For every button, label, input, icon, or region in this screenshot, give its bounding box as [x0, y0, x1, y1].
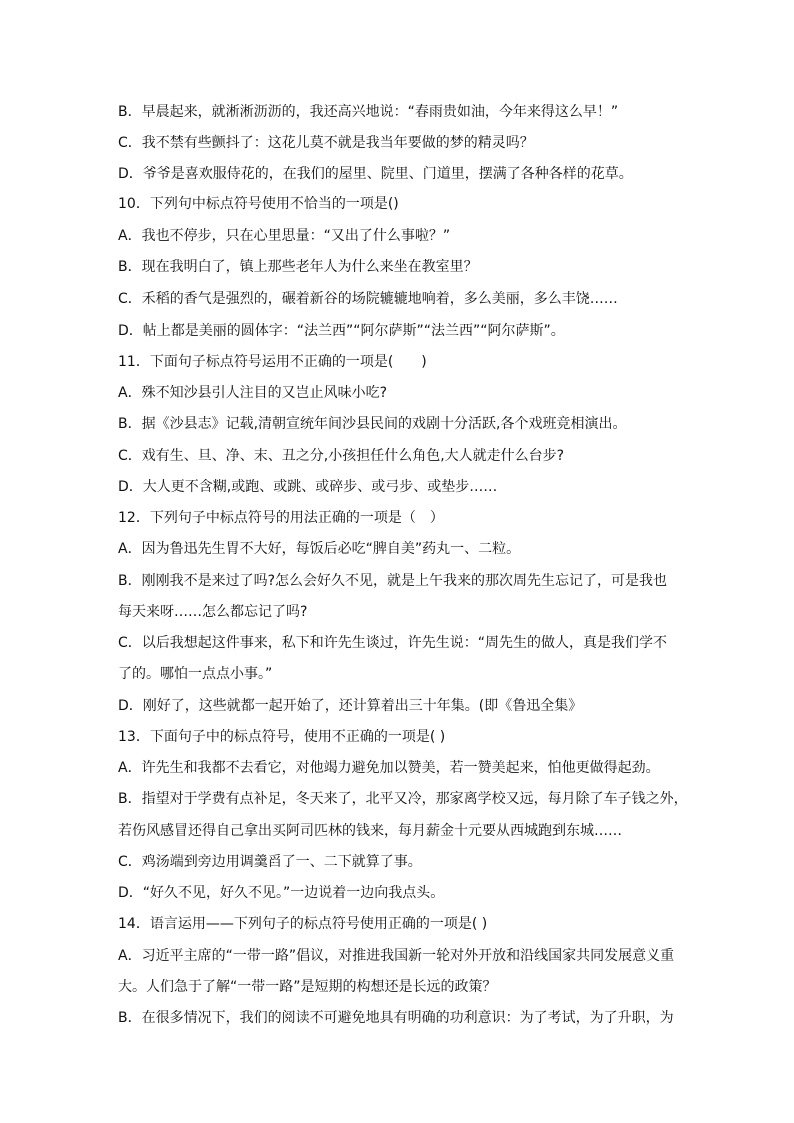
text-line: C．戏有生、旦、净、末、丑之分,小孩担任什么角色,大人就走什么台步?: [118, 448, 565, 464]
text-line: A．习近平主席的“一带一路”倡议，对推进我国新一轮对外开放和沿线国家共同发展意义重: [118, 948, 675, 964]
question-11-stem: 11．下面句子标点符号运用不正确的一项是( ): [118, 354, 427, 370]
text-line: A．许先生和我都不去看它，对他竭力避免加以赞美，若一赞美起来，怕他更做得起劲。: [118, 760, 660, 776]
text-line: B．在很多情况下，我们的阅读不可避免地具有明确的功利意识：为了考试，为了升职，为: [118, 1010, 674, 1026]
text-line: B．据《沙县志》记载,清朝宣统年间沙县民间的戏剧十分活跃,各个戏班竞相演出。: [118, 416, 627, 432]
text-line: D．爷爷是喜欢服侍花的，在我们的屋里、院里、门道里，摆满了各种各样的花草。: [118, 166, 633, 182]
text-line: C．以后我想起这件事来，私下和许先生谈过，许先生说：“周先生的做人，真是我们学不: [118, 635, 668, 651]
text-line: B．指望对于学费有点补足，冬天来了，北平又冷，那家离学校又远，每月除了车子钱之外，: [118, 791, 688, 807]
text-line: D．帖上都是美丽的圆体字：“法兰西”“阿尔萨斯”“法兰西”“阿尔萨斯”。: [118, 323, 565, 339]
text-line: 了的。哪怕一点点小事。”: [118, 666, 273, 682]
text-line: D．大人更不含糊,或跑、或跳、或碎步、或弓步、或垫步……: [118, 479, 498, 495]
text-line: B．早晨起来，就淅淅沥沥的，我还高兴地说：“春雨贵如油，今年来得这么早！”: [118, 104, 619, 120]
text-line: A．我也不停步，只在心里思量：“又出了什么事啦？”: [118, 228, 451, 244]
text-line: A．因为鲁迅先生胃不大好，每饭后必吃“脾自美”药丸一、二粒。: [118, 541, 521, 557]
text-line: D．“好久不见，好久不见。”一边说着一边向我点头。: [118, 885, 445, 901]
question-14-stem: 14．语言运用——下列句子的标点符号使用正确的一项是( ): [118, 916, 488, 932]
text-line: D．刚好了，这些就都一起开始了，还计算着出三十年集。(即《鲁迅全集》: [118, 698, 583, 714]
text-line: C．禾稻的香气是强烈的，碾着新谷的场院辘辘地响着，多么美丽，多么丰饶……: [118, 291, 618, 307]
text-line: 大。人们急于了解“一带一路”是短期的构想还是长远的政策？: [118, 979, 497, 995]
question-13-stem: 13．下面句子中的标点符号，使用不正确的一项是( ): [118, 729, 446, 745]
text-line: B．现在我明白了，镇上那些老年人为什么来坐在教室里？: [118, 259, 478, 275]
text-line: 若伤风感冒还得自己拿出买阿司匹林的钱来，每月薪金十元要从西城跑到东城……: [118, 823, 622, 839]
text-line: C．鸡汤端到旁边用调羹舀了一、二下就算了事。: [118, 854, 422, 870]
text-line: C．我不禁有些颤抖了：这花儿莫不就是我当年要做的梦的精灵吗？: [118, 135, 534, 151]
question-10-stem: 10．下列句中标点符号使用不恰当的一项是(): [118, 196, 399, 212]
text-line: A．殊不知沙县引人注目的又岂止风味小吃?: [118, 385, 388, 401]
text-line: B．刚刚我不是来过了吗?怎么会好久不见，就是上午我来的那次周先生忘记了，可是我也: [118, 573, 668, 589]
text-line: 每天来呀……怎么都忘记了吗?: [118, 604, 308, 620]
question-12-stem: 12．下列句子中标点符号的用法正确的一项是（ ）: [118, 510, 444, 526]
